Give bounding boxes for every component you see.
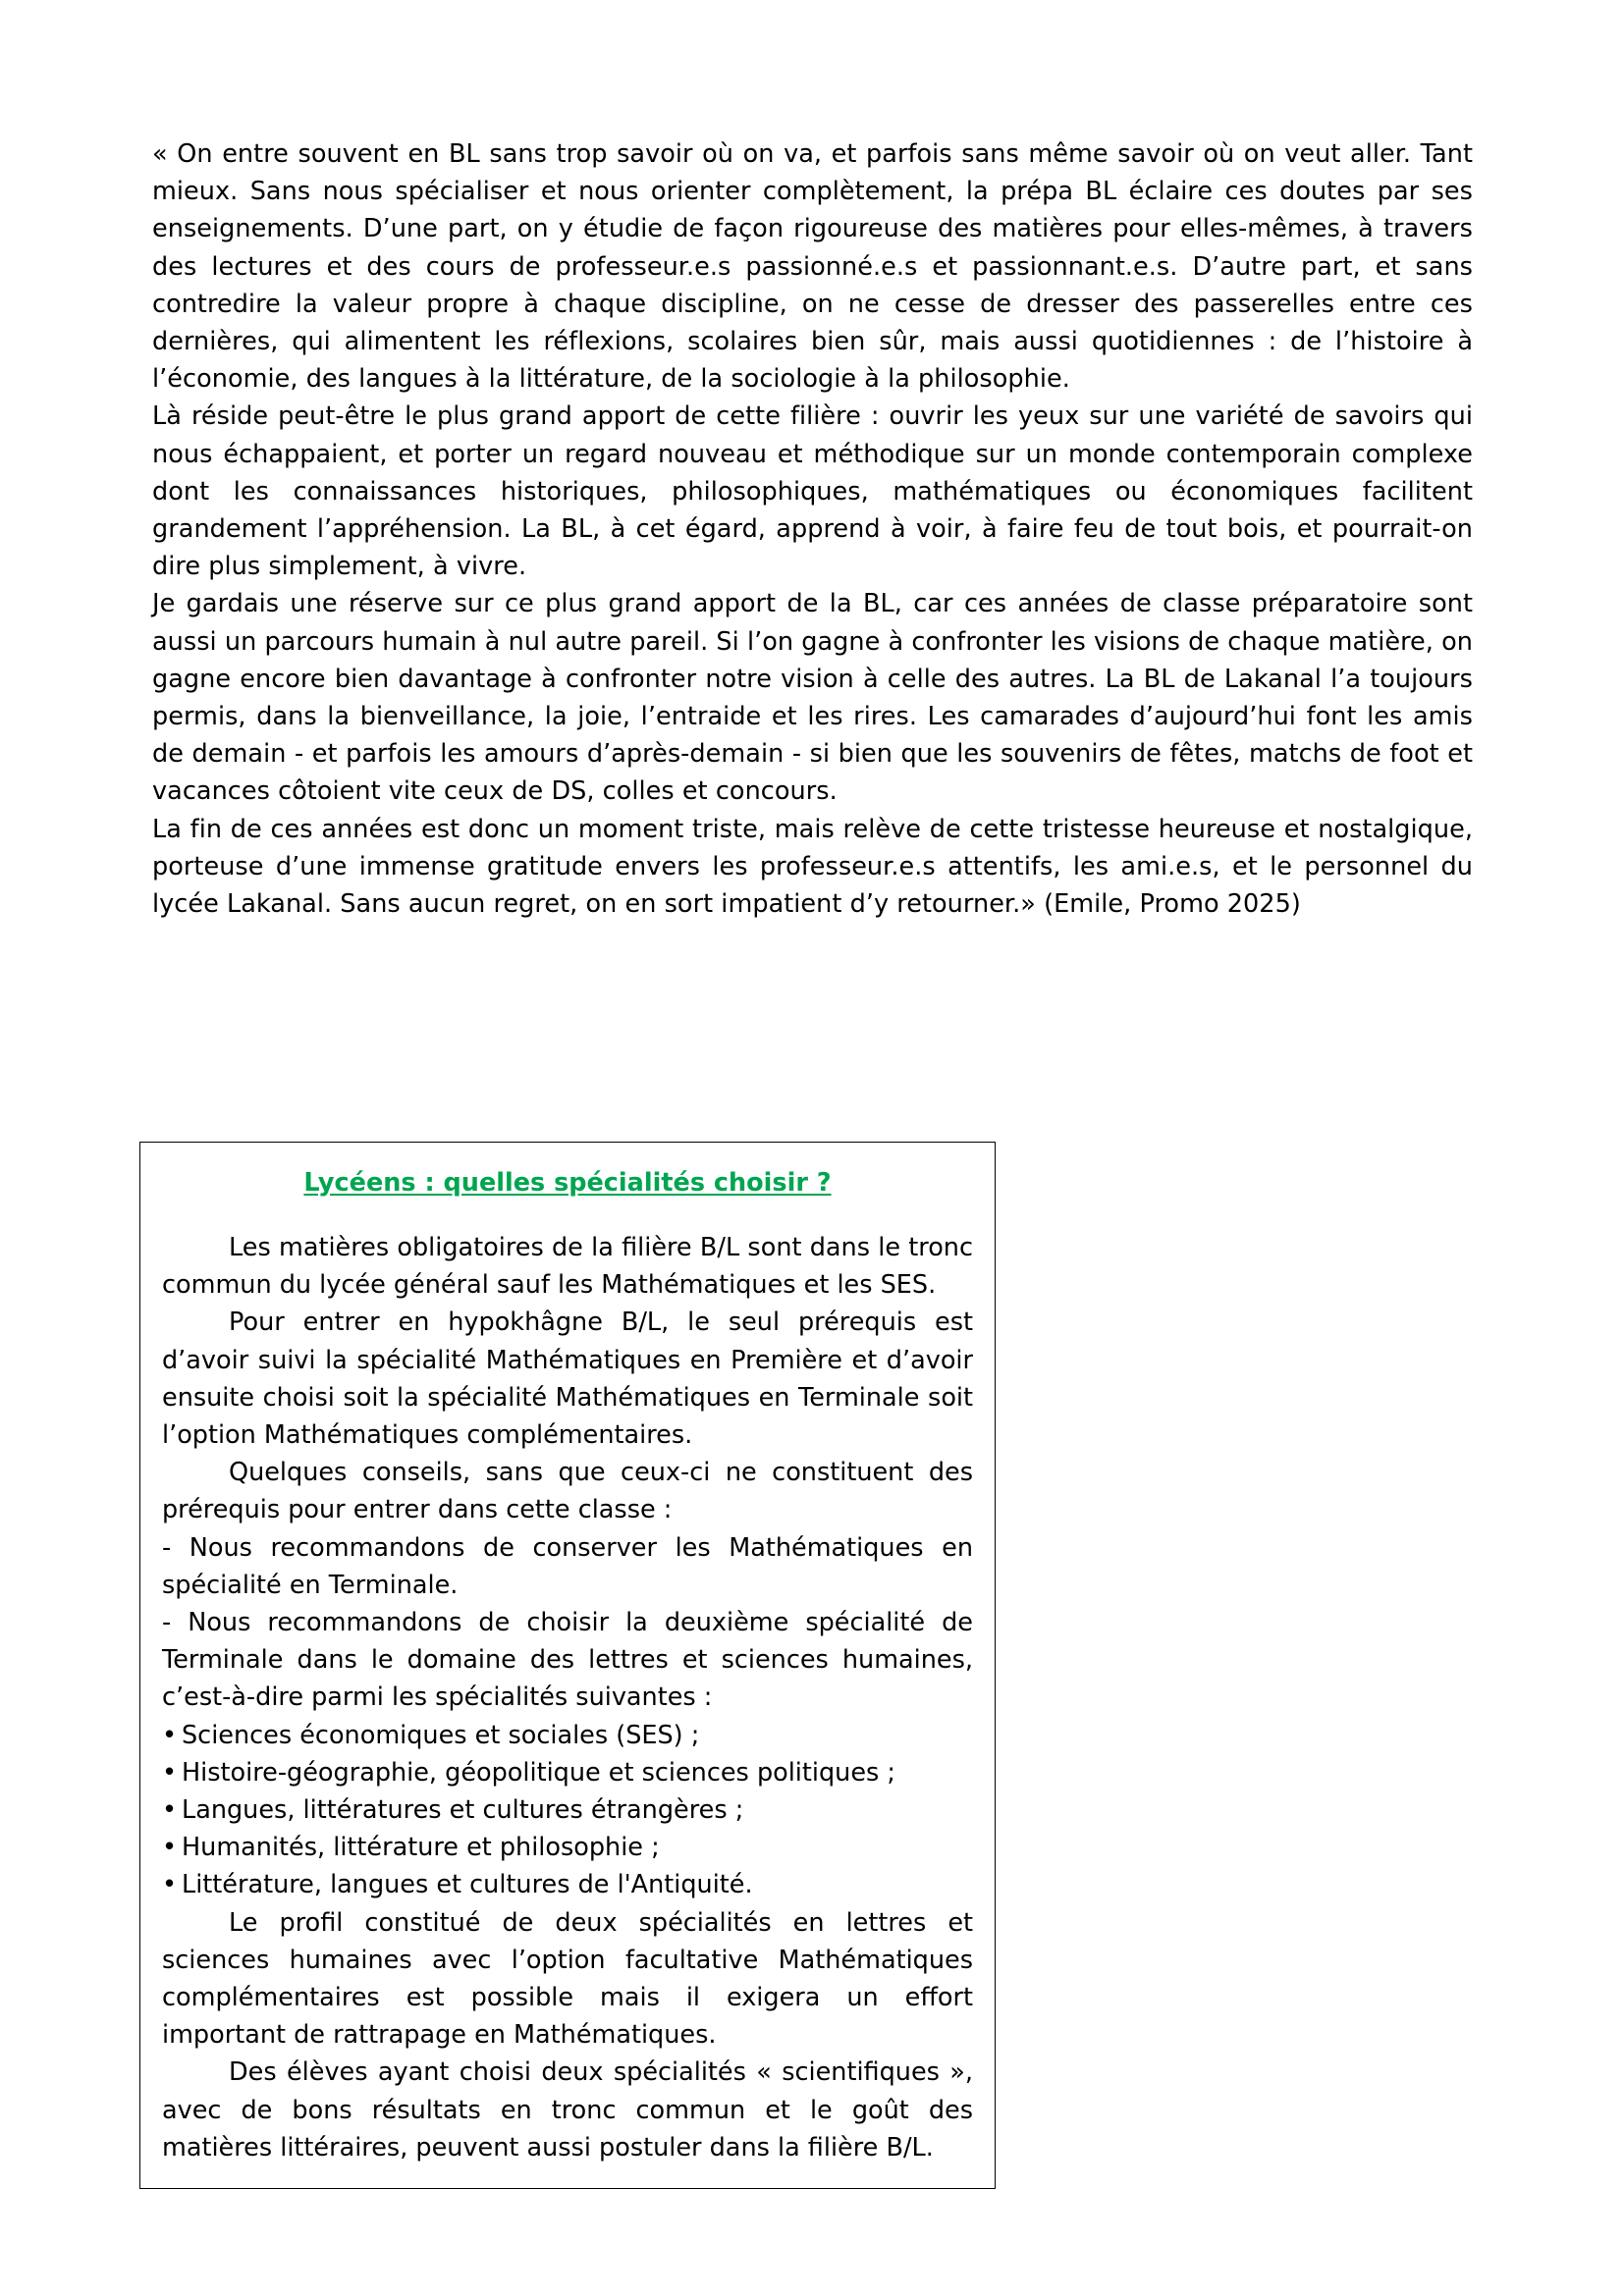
advice-paragraph-5: Des élèves ayant choisi deux spécialités « scientifiques », avec de bons résultats en tronc commun et le goût des matières littéraires, peuvent aussi postuler dans la filière B/L.	[162, 2057, 973, 2163]
advice-dash-line-2: - Nous recommandons de choisir la deuxième spécialité de Terminale dans le domaine des lettres et sciences humaines, c’est-à-dire parmi les spécialités suivantes :	[162, 1608, 973, 1713]
list-item	[162, 1754, 973, 1791]
advice-box-heading: Lycéens : quelles spécialités choisir ?	[303, 1168, 832, 1198]
advice-dash-line-1: - Nous recommandons de conserver les Mathématiques en spécialité en Terminale.	[162, 1532, 973, 1600]
list-item-label: Histoire-géographie, géopolitique et sciences politiques ;	[182, 1757, 895, 1788]
bullet-dot-icon: •	[162, 1795, 178, 1826]
bullet-dot-icon: •	[162, 1870, 178, 1900]
advice-paragraph-4: Le profil constitué de deux spécialités en lettres et sciences humaines avec l’option facultative Mathématiques complémentaires est possible mais il exigera un effort important de rattrapage en Mathématiques.	[162, 1907, 973, 2051]
list-item-label: Sciences économiques et sociales (SES) ;	[182, 1720, 700, 1750]
advice-paragraph-2: Pour entrer en hypokhâgne B/L, le seul prérequis est d’avoir suivi la spécialité Mathématiques en Première et d’avoir ensuite choisi soit la spécialité Mathématiques en Terminale soit l’option Mathématiques complémentaires.	[162, 1308, 973, 1451]
list-item	[162, 1717, 973, 1754]
testimonial-paragraph-3: Je gardais une réserve sur ce plus grand apport de la BL, car ces années de classe préparatoire sont aussi un parcours humain à nul autre pareil. Si l’on gagne à confronter les visions de chaque matière, on gagne encore bien davantage à confronter notre vision à celle des autres. La BL de Lakanal l’a toujours permis, dans la bienveillance, la joie, l’entraide et les rires. Les camarades d’aujourd’hui font les amis de demain - et parfois les amours d’après-demain - si bien que les souvenirs de fêtes, matchs de foot et vacances côtoient vite ceux de DS, colles et concours.	[152, 589, 1473, 807]
list-item	[162, 1791, 973, 1829]
list-item	[162, 1829, 973, 1866]
list-item-label: Humanités, littérature et philosophie ;	[182, 1833, 660, 1863]
bullet-dot-icon: •	[162, 1720, 178, 1750]
list-item	[162, 1866, 973, 1903]
testimonial-paragraph-1: « On entre souvent en BL sans trop savoir où on va, et parfois sans même savoir où on veut aller. Tant mieux. Sans nous spécialiser et nous orienter complètement, la prépa BL éclaire ces doutes par ses enseignements. D’une part, on y étudie de façon rigoureuse des matières pour elles-mêmes, à travers des lectures et des cours de professeur.e.s passionné.e.s et passionnant.e.s. D’autre part, et sans contredire la valeur propre à chaque discipline, on ne cesse de dresser des passerelles entre ces dernières, qui alimentent les réflexions, scolaires bien sûr, mais aussi quotidiennes : de l’histoire à l’économie, des langues à la littérature, de la sociologie à la philosophie.	[152, 139, 1473, 395]
testimonial-paragraph-4: La fin de ces années est donc un moment triste, mais relève de cette tristesse heureuse et nostalgique, porteuse d’une immense gratitude envers les professeur.e.s attentifs, les ami.e.s, et le personnel du lycée Lakanal. Sans aucun regret, on en sort impatient d’y retourner.» (Emile, Promo 2025)	[152, 814, 1473, 920]
list-item-label: Langues, littératures et cultures étrangères ;	[182, 1795, 744, 1826]
testimonial-paragraph-2: Là réside peut-être le plus grand apport de cette filière : ouvrir les yeux sur une variété de savoirs qui nous échappaient, et porter un regard nouveau et méthodique sur un monde contemporain complexe dont les connaissances historiques, philosophiques, mathématiques ou économiques facilitent grandement l’appréhension. La BL, à cet égard, apprend à voir, à faire feu de tout bois, et pourrait-on dire plus simplement, à vivre.	[152, 401, 1473, 582]
bullet-dot-icon: •	[162, 1757, 178, 1788]
list-item-label: Littérature, langues et cultures de l'Antiquité.	[182, 1870, 753, 1900]
advice-paragraph-1: Les matières obligatoires de la filière B/L sont dans le tronc commun du lycée général sauf les Mathématiques et les SES.	[162, 1233, 973, 1301]
bullet-dot-icon: •	[162, 1833, 178, 1863]
advice-paragraph-3: Quelques conseils, sans que ceux-ci ne constituent des prérequis pour entrer dans cette classe :	[162, 1458, 973, 1525]
testimonial-section	[152, 135, 1473, 923]
advice-box	[139, 1142, 996, 2189]
